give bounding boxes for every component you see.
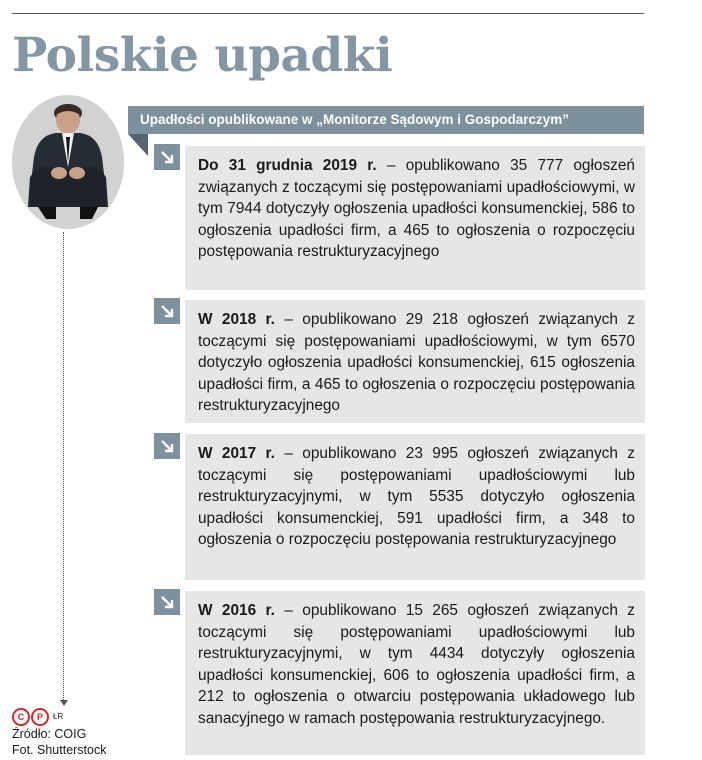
sitting-man-photo: [12, 95, 124, 229]
entry-lead: W 2018 r.: [198, 311, 275, 328]
entry-2018: [185, 300, 645, 423]
copyright-c-badge: C: [12, 708, 30, 726]
page-title: Polskie upadki: [12, 28, 393, 83]
entry-lead: W 2016 r.: [198, 602, 275, 619]
entry-text: – opublikowano 23 995 ogłoszeń związanych z toczącymi się postępowaniami upadłościowymi lub restrukturyzacyjnymi, w tym 5535 dotyczyło ogłoszenia upadłości konsumenckiej, 591 upadłości firm, a 348 to ogłoszenia o rozpoczęciu postępowania restrukturyzacyjnego: [198, 445, 635, 549]
section-header: Upadłości opublikowane w „Monitorze Sądowym i Gospodarczym”: [128, 106, 644, 134]
entry-2019: [185, 146, 645, 290]
timeline-dotted-line: [63, 232, 64, 702]
top-rule: [12, 13, 644, 14]
entry-text: – opublikowano 29 218 ogłoszeń związanych z toczącymi się postępowaniami upadłościowymi, w tym 6570 dotyczyło ogłoszenia upadłości konsumenckiej, 615 ogłoszenia upadłości firm, a 465 to ogłoszenia o rozpoczęciu postępowania restrukturyzacyjnego: [198, 311, 635, 415]
entry-text: – opublikowano 15 265 ogłoszeń związanych z toczącymi się postępowaniami upadłościowymi lub restrukturyzacyjnymi, w tym 4434 dotyczyły ogłoszenia upadłości konsumenckiej, 606 to ogłoszenia upadłości firm, a 212 to ogłoszenia o otwarciu postępowania układowego lub sanacyjnego w ramach postępowania restrukturyzacyjnego.: [198, 602, 635, 727]
arrow-down-right-icon: [154, 433, 180, 459]
timeline-arrow-icon: [60, 700, 68, 706]
entry-2017: [185, 434, 645, 580]
entry-lead: Do 31 grudnia 2019 r.: [198, 157, 377, 174]
photo-credit: Fot. Shutterstock: [12, 743, 107, 757]
arrow-down-right-icon: [154, 589, 180, 615]
header-tail: [128, 134, 148, 156]
entry-2016: [185, 591, 645, 755]
arrow-down-right-icon: [154, 144, 180, 170]
author-initials: ŁR: [53, 712, 64, 721]
credits: [12, 708, 106, 758]
credits-author-line: [12, 708, 106, 726]
arrow-down-right-icon: [154, 298, 180, 324]
source-credit: Źródło: COIG: [12, 727, 87, 741]
copyright-p-badge: P: [31, 708, 49, 726]
entry-lead: W 2017 r.: [198, 445, 275, 462]
entry-text: – opublikowano 35 777 ogłoszeń związanych z toczącymi się postępowaniami upadłościowymi, w tym 7944 dotyczyły ogłoszenia upadłości konsumenckiej, 586 to ogłoszenia upadłości firm, a 465 to ogłoszenia o rozpoczęciu postępowania restrukturyzacyjnego: [198, 157, 635, 261]
